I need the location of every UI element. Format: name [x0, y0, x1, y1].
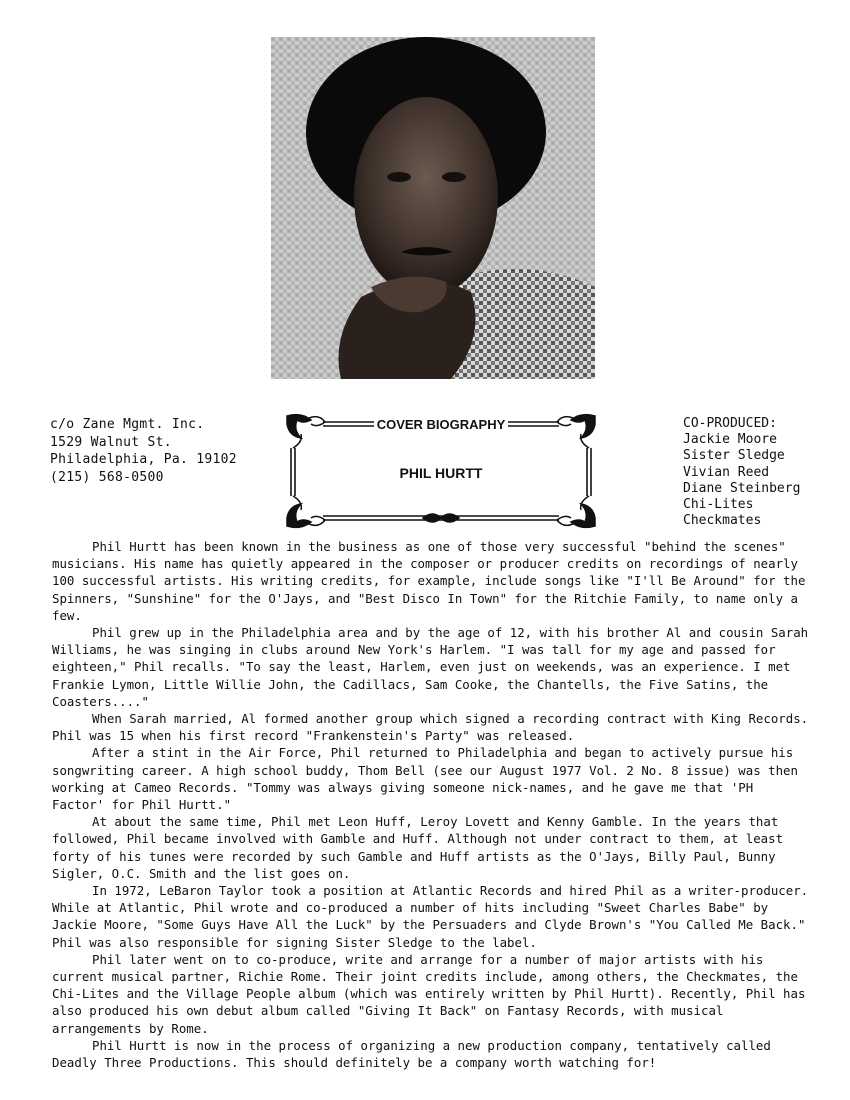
cover-photo — [271, 37, 595, 379]
address-line: Philadelphia, Pa. 19102 — [50, 452, 237, 467]
paragraph: At about the same time, Phil met Leon Huff, Leroy Lovett and Kenny Gamble. In the years that followed, Phil became involved with Gamble and Huff. Although not under contract to them, at least forty of his tunes were recorded by such Gamble and Huff artists as the O'Jays, Billy Paul, Bunny Sigler, O.C. Smith and the list goes on. — [52, 814, 784, 881]
address-line: c/o Zane Mgmt. Inc. — [50, 417, 205, 432]
portrait-illustration — [271, 37, 595, 379]
coproduced-heading: CO-PRODUCED: — [683, 416, 777, 431]
paragraph: After a stint in the Air Force, Phil returned to Philadelphia and began to actively pursue his songwriting career. A high school buddy, Thom Bell (see our August 1977 Vol. 2 No. 8 issue) was then working at Cameo Records. "Tommy was always giving someone nick-names, and he gave me that 'PH Factor' for Phil Hurtt." — [52, 745, 798, 813]
paragraph: When Sarah married, Al formed another group which signed a recording contract with King Records. Phil was 15 when his first record "Frankenstein's Party" was released. — [52, 711, 809, 744]
artist-name: PHIL HURTT — [399, 465, 483, 481]
list-item: Jackie Moore — [683, 432, 777, 448]
cover-biography-title: COVER BIOGRAPHY — [374, 417, 509, 432]
address-line: 1529 Walnut St. — [50, 434, 172, 450]
address-block — [50, 416, 237, 486]
paragraph: Phil later went on to co-produce, write and arrange for a number of major artists with his current musical partner, Richie Rome. Their joint credits include, among others, the Checkmates, the Chi-Lites and the Village People album (which was entirely written by Phil Hurtt). Recently, Phil has also produced his own debut album called "Giving It Back" on Fantasy Records, with musical arrangements by Rome. — [52, 951, 806, 1036]
paragraph: Phil Hurtt has been known in the business as one of those very successful "behind the scenes" musicians. His name has quietly appeared in the composer or producer credits on recordings of nearly 100 successful artists. His writing credits, for example, include songs like "I'll Be Around" for the Spinners, "Sunshine" for the O'Jays, and "Best Disco In Town" for the Ritchie Family, to name only a few. — [52, 539, 806, 623]
paragraph: In 1972, LeBaron Taylor took a position at Atlantic Records and hired Phil as a writer-producer. While at Atlantic, Phil wrote and co-produced a number of hits including "Sweet Charles Babe" by Jackie Moore, "Some Guys Have All the Luck" by the Persuaders and Clyde Brown's "You Called Me Back." Phil was also responsible for signing Sister Sledge to the label. — [52, 883, 809, 950]
paragraph: Phil grew up in the Philadelphia area and by the age of 12, with his brother Al and cousin Sarah Williams, he was singing in clubs around New York's Harlem. "I was tall for my age and passed for eighteen," Phil recalls. "To say the least, Harlem, even just on weekends, was an experience. I met Frankie Lymon, Little Willie John, the Cadillacs, Sam Cooke, the Chantells, the Five Satins, the Coasters...." — [52, 625, 809, 709]
list-item: Diane Steinberg — [683, 480, 801, 496]
list-item: Checkmates — [683, 513, 762, 529]
list-item: Vivian Reed — [683, 464, 770, 480]
list-item: Sister Sledge — [683, 448, 785, 464]
address-phone: (215) 568-0500 — [50, 469, 164, 485]
section-title — [283, 417, 599, 432]
list-item: Chi-Lites — [683, 497, 754, 513]
paragraph: Phil Hurtt is now in the process of organizing a new production company, tentatively called Deadly Three Productions. This should definitely be a company worth watching for! — [52, 1037, 771, 1071]
cover-biography-frame — [283, 412, 599, 530]
biography-body — [52, 538, 812, 1071]
coproduced-list — [683, 416, 800, 529]
